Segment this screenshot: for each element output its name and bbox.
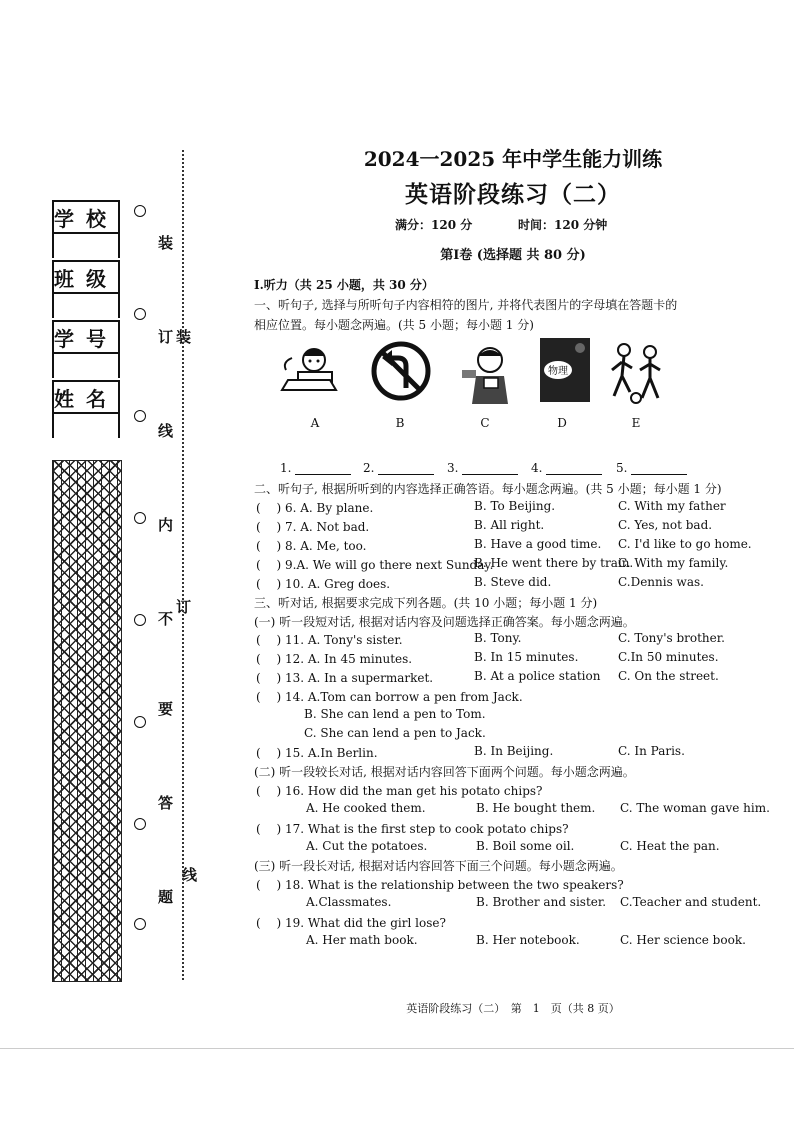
sub-instruction: (一) 听一段短对话, 根据对话内容及问题选择正确答案。每小题念两遍。 (254, 615, 635, 629)
option-b: B. He went there by train. (474, 556, 634, 570)
physics-book-icon (536, 336, 598, 402)
picture-label: D (557, 416, 567, 430)
student-number-label: 学号 (52, 320, 120, 354)
option-c: C. On the street. (618, 669, 719, 683)
option-b: B. At a police station (474, 669, 601, 683)
question-6: ( ) 6. A. By plane. (256, 501, 374, 515)
option-b: B. Boil some oil. (476, 839, 575, 853)
picture-label: A (310, 416, 320, 430)
binding-hole-icon (134, 918, 146, 930)
blank-number: 3. (447, 461, 459, 475)
option-a: A. Her math book. (306, 933, 418, 947)
part-instruction: 二、听句子, 根据所听到的内容选择正确答语。每小题念两遍。(共 5 小题；每小题 1 分) (254, 482, 722, 496)
binding-hole-icon (134, 716, 146, 728)
binding-char: 不 (158, 610, 174, 628)
boys-playing-football-icon (606, 340, 668, 406)
part-instruction: 一、听句子, 选择与所听句子内容相符的图片, 并将代表图片的字母填在答题卡的 (254, 298, 678, 312)
option-c: C. In Paris. (618, 744, 685, 758)
boy-reading-icon (278, 340, 340, 406)
blank-number: 4. (531, 461, 543, 475)
option-c: C. I'd like to go home. (618, 537, 752, 551)
option-b: B. To Beijing. (474, 499, 556, 513)
binding-char: 订 (158, 328, 174, 346)
option-b: B. He bought them. (476, 801, 596, 815)
exam-series-title: 2024一2025 年中学生能力训练 (363, 147, 663, 171)
option-a: A.Classmates. (306, 895, 392, 909)
answer-blank[interactable] (616, 461, 687, 475)
blank-number: 1. (280, 461, 292, 475)
part-instruction: 三、听对话, 根据要求完成下列各题。(共 10 小题；每小题 1 分) (254, 596, 598, 610)
option-a: A. He cooked them. (306, 801, 426, 815)
question-14: ( ) 14. A.Tom can borrow a pen from Jack. (256, 690, 523, 704)
binding-char: 题 (158, 888, 174, 906)
sub-instruction: (二) 听一段较长对话, 根据对话内容回答下面两个问题。每小题念两遍。 (254, 765, 635, 779)
question-7: ( ) 7. A. Not bad. (256, 520, 370, 534)
question-11: ( ) 11. A. Tony's sister. (256, 633, 403, 647)
question-12: ( ) 12. A. In 45 minutes. (256, 652, 413, 666)
option-b: B. Have a good time. (474, 537, 602, 551)
binding-char: 订 (176, 598, 192, 616)
option-b: B. In 15 minutes. (474, 650, 579, 664)
question-13: ( ) 13. A. In a supermarket. (256, 671, 434, 685)
option-c: C.Dennis was. (618, 575, 704, 589)
binding-char: 要 (158, 700, 174, 718)
school-field[interactable] (52, 234, 120, 258)
class-field[interactable] (52, 294, 120, 318)
option-c: C. Tony's brother. (618, 631, 725, 645)
binding-hole-icon (134, 818, 146, 830)
blank-number: 5. (616, 461, 628, 475)
option-b: B. All right. (474, 518, 545, 532)
question-8: ( ) 8. A. Me, too. (256, 539, 367, 553)
answer-blank[interactable] (280, 461, 351, 475)
option-c: C. Her science book. (620, 933, 746, 947)
option-c: C. Heat the pan. (620, 839, 720, 853)
option-c: C. With my family. (618, 556, 729, 570)
option-c: C.In 50 minutes. (618, 650, 719, 664)
hatched-seal-area (52, 460, 122, 982)
binding-char: 装 (158, 234, 174, 252)
binding-char: 装 (176, 328, 192, 346)
option-b: B. She can lend a pen to Tom. (304, 707, 486, 721)
class-label: 班级 (52, 260, 120, 294)
student-number-field[interactable] (52, 354, 120, 378)
exam-time: 时间：120 分钟 (518, 218, 608, 232)
blank-number: 2. (363, 461, 375, 475)
picture-label: B (395, 416, 405, 430)
volume-heading: 第Ⅰ卷 (选择题 共 80 分) (440, 248, 586, 263)
binding-hole-icon (134, 410, 146, 422)
page-footer: 英语阶段练习（二） 第 1 页（共 8 页） (406, 1002, 620, 1015)
answer-blank[interactable] (531, 461, 602, 475)
school-label: 学校 (52, 200, 120, 234)
option-c: C. Yes, not bad. (618, 518, 713, 532)
question-9: ( ) 9.A. We will go there next Sunday. (256, 558, 494, 572)
svg-text:物理: 物理 (548, 366, 568, 377)
binding-hole-icon (134, 308, 146, 320)
question-17: ( ) 17. What is the first step to cook potato chips? (256, 822, 569, 836)
option-c: C. With my father (618, 499, 726, 513)
binding-hole-icon (134, 512, 146, 524)
question-15: ( ) 15. A.In Berlin. (256, 746, 378, 760)
binding-char: 答 (158, 794, 174, 812)
page-bottom-divider (0, 1048, 794, 1049)
binding-char: 线 (158, 422, 174, 440)
option-a: A. Cut the potatoes. (306, 839, 428, 853)
question-16: ( ) 16. How did the man get his potato chips? (256, 784, 543, 798)
boy-with-phone-icon (458, 340, 520, 406)
question-19: ( ) 19. What did the girl lose? (256, 916, 446, 930)
section-heading: Ⅰ.听力（共 25 小题，共 30 分） (254, 278, 434, 292)
sub-instruction: (三) 听一段长对话, 根据对话内容回答下面三个问题。每小题念两遍。 (254, 859, 623, 873)
option-c: C. The woman gave him. (620, 801, 770, 815)
answer-blank[interactable] (363, 461, 434, 475)
binding-char: 内 (158, 516, 174, 534)
option-b: B. In Beijing. (474, 744, 554, 758)
picture-label: E (631, 416, 641, 430)
part-instruction: 相应位置。每小题念两遍。(共 5 小题；每小题 1 分) (254, 318, 534, 332)
option-c: C. She can lend a pen to Jack. (304, 726, 486, 740)
question-18: ( ) 18. What is the relationship between the two speakers? (256, 878, 624, 892)
exam-title: 英语阶段练习（二） (405, 182, 621, 208)
binding-char: 线 (182, 866, 198, 884)
name-label: 姓名 (52, 380, 120, 414)
binding-hole-icon (134, 614, 146, 626)
option-c: C.Teacher and student. (620, 895, 762, 909)
option-b: B. Steve did. (474, 575, 552, 589)
picture-label: C (480, 416, 490, 430)
full-score: 满分：120 分 (395, 218, 473, 232)
no-left-turn-sign-icon (370, 340, 432, 406)
question-10: ( ) 10. A. Greg does. (256, 577, 391, 591)
name-field[interactable] (52, 414, 120, 438)
binding-cut-line (182, 150, 184, 980)
answer-blank[interactable] (447, 461, 518, 475)
option-b: B. Brother and sister. (476, 895, 607, 909)
binding-hole-icon (134, 205, 146, 217)
option-b: B. Tony. (474, 631, 522, 645)
option-b: B. Her notebook. (476, 933, 580, 947)
student-info-box (52, 200, 120, 440)
